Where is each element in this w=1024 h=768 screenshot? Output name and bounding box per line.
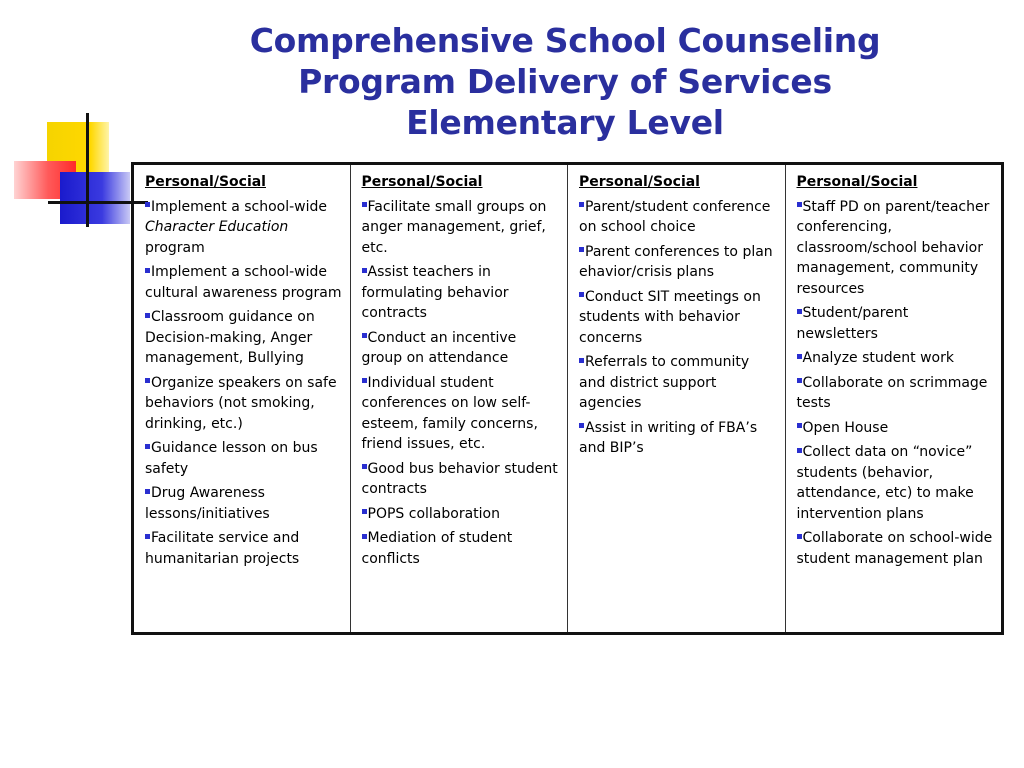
column-heading: Personal/Social	[361, 174, 483, 190]
bullet-icon	[362, 509, 367, 514]
list-item: Implement a school-wide cultural awareness program	[145, 264, 342, 301]
list-item: Guidance lesson on bus safety	[145, 440, 318, 477]
blue-rectangle	[60, 172, 130, 224]
list-item: Drug Awareness lessons/initiatives	[145, 485, 270, 522]
bullet-icon	[145, 378, 150, 383]
column-1	[133, 164, 351, 634]
column-heading: Personal/Social	[796, 174, 918, 190]
list-item: Parent conferences to plan ehavior/crisis plans	[579, 243, 773, 280]
list-item: Open House	[797, 418, 994, 439]
bullet-icon	[579, 202, 584, 207]
list-item: Student/parent newsletters	[796, 305, 909, 342]
bullet-icon	[145, 534, 150, 539]
list-item: Collect data on “novice” students (behavior, attendance, etc) to make intervention plans	[796, 444, 974, 522]
bullet-icon	[145, 202, 150, 207]
column-2	[350, 164, 568, 634]
list-item: Organize speakers on safe behaviors (not smoking, drinking, etc.)	[145, 374, 337, 432]
bullet-icon	[797, 378, 802, 383]
list-item: Individual student conferences on low self-esteem, family concerns, friend issues, etc.	[361, 374, 538, 452]
bullet-icon	[362, 534, 367, 539]
column-4	[785, 164, 1003, 634]
list-item: Staff PD on parent/teacher conferencing, classroom/school behavior management, community resources	[796, 198, 990, 297]
bullet-icon	[579, 423, 584, 428]
list-item: Good bus behavior student contracts	[361, 460, 558, 497]
list-item: Conduct an incentive group on attendance	[361, 329, 517, 366]
bullet-icon	[797, 354, 802, 359]
list-item: Collaborate on scrimmage tests	[796, 374, 988, 411]
bullet-icon	[797, 202, 802, 207]
bullet-icon	[145, 444, 150, 449]
list-item: Referrals to community and district support agencies	[579, 354, 750, 411]
bullet-icon	[362, 378, 367, 383]
list-item: Analyze student work	[797, 348, 994, 369]
bullet-icon	[797, 534, 802, 539]
services-table	[131, 162, 1004, 635]
bullet-icon	[579, 247, 584, 252]
bullet-icon	[145, 268, 150, 273]
bullet-icon	[797, 309, 802, 314]
bullet-icon	[145, 489, 150, 494]
list-item: Parent/student conference on school choice	[579, 198, 771, 235]
bullet-icon	[362, 202, 367, 207]
bullet-icon	[579, 358, 584, 363]
list-item: Facilitate small groups on anger management, grief, etc.	[361, 198, 547, 256]
column-heading: Personal/Social	[145, 174, 266, 190]
column-3	[568, 164, 786, 634]
list-item: Mediation of student conflicts	[361, 530, 513, 567]
list-item: Assist in writing of FBA’s and BIP’s	[579, 419, 758, 456]
bullet-icon	[362, 268, 367, 273]
list-item: POPS collaboration	[362, 504, 560, 525]
bullet-icon	[797, 423, 802, 428]
list-item: Collaborate on school-wide student management plan	[796, 530, 993, 567]
bullet-icon	[579, 292, 584, 297]
list-item: Conduct SIT meetings on students with behavior concerns	[579, 288, 761, 346]
list-item: Facilitate service and humanitarian projects	[145, 530, 300, 567]
title-line-1: Comprehensive School Counseling	[249, 21, 881, 60]
decorative-block-graphic	[0, 0, 140, 240]
list-item: Implement a school-wide Character Education program	[145, 198, 328, 256]
title-line-2: Program Delivery of Services	[298, 62, 832, 101]
slide-title	[180, 20, 950, 143]
bullet-icon	[362, 464, 367, 469]
vertical-line	[86, 113, 89, 227]
list-item: Assist teachers in formulating behavior contracts	[361, 264, 509, 321]
bullet-icon	[362, 333, 367, 338]
list-item: Classroom guidance on Decision-making, Anger management, Bullying	[145, 309, 315, 366]
bullet-icon	[797, 448, 802, 453]
bullet-icon	[145, 313, 150, 318]
title-line-3: Elementary Level	[406, 103, 724, 142]
table-row	[133, 164, 1003, 634]
column-heading: Personal/Social	[579, 174, 700, 190]
